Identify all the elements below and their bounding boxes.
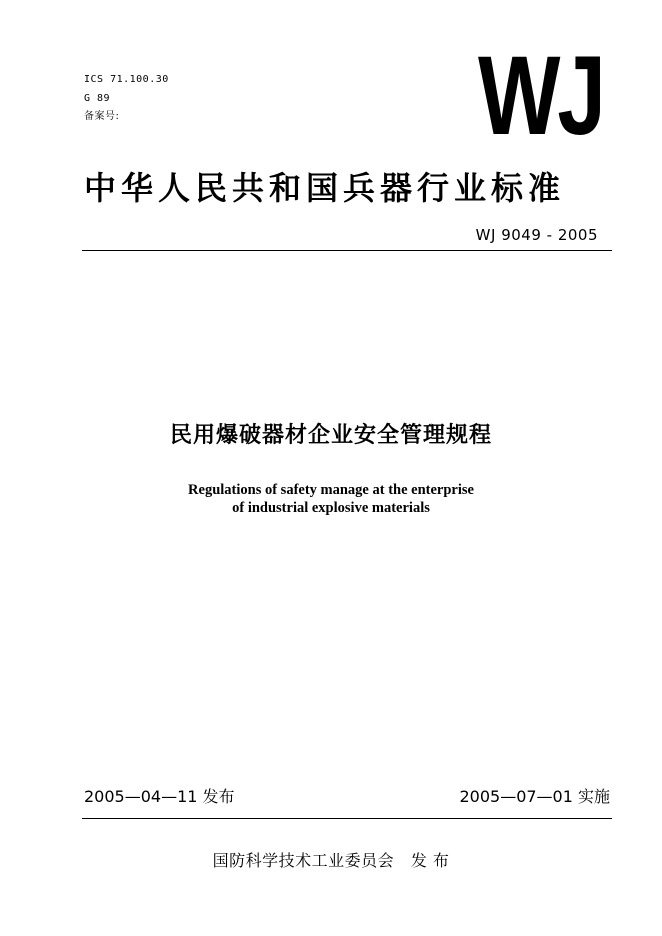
implementation-date: 2005—07—01 实施 (459, 787, 610, 806)
top-divider (82, 250, 612, 251)
document-title-en-line1: Regulations of safety manage at the enterprise (188, 482, 474, 498)
ics-code: ICS 71.100.30 (84, 74, 169, 85)
standard-number: WJ 9049 - 2005 (475, 226, 598, 244)
document-title-cn: 民用爆破器材企业安全管理规程 (169, 423, 492, 448)
publisher: 国防科学技术工业委员会 发 布 (212, 851, 450, 870)
record-number-label: 备案号: (84, 111, 120, 122)
standard-category-title: 中华人民共和国兵器行业标准 (84, 169, 566, 207)
ccs-code: G 89 (84, 93, 111, 104)
issue-date: 2005—04—11 发布 (84, 787, 235, 806)
wj-logo: WJ (478, 33, 603, 158)
bottom-divider (82, 818, 612, 819)
document-title-en-line2: of industrial explosive materials (232, 500, 430, 516)
